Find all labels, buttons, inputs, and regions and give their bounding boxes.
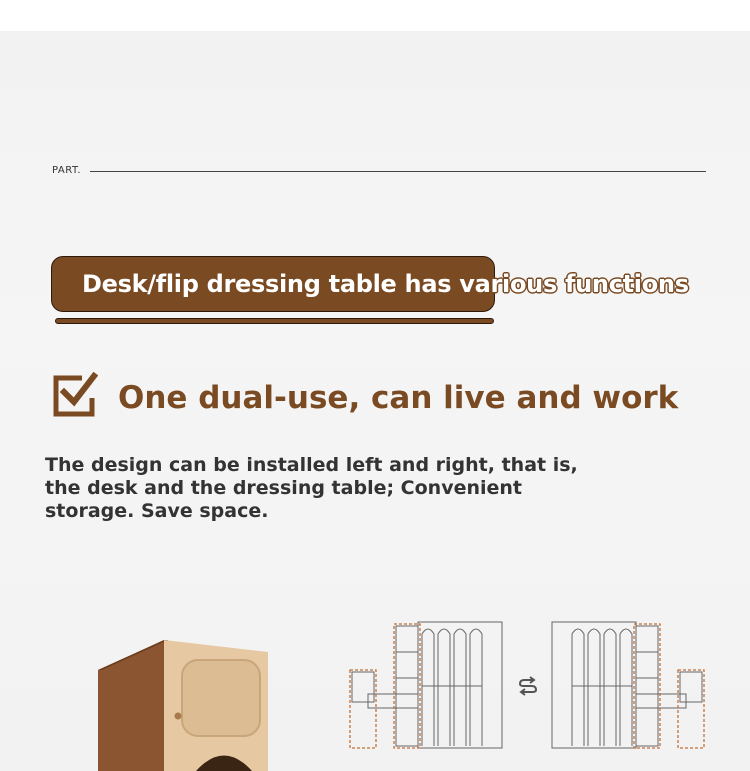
wooden-cabinet-image (96, 640, 271, 771)
part-label: PART. (52, 165, 82, 176)
divider-line (90, 171, 706, 172)
wardrobe-diagram-right (546, 612, 706, 752)
description-line-3: storage. Save space. (45, 500, 269, 522)
top-white-strip (0, 0, 750, 31)
wardrobe-diagram-left (348, 612, 508, 752)
checkbox-checked-icon (52, 372, 98, 418)
swap-arrows-icon (516, 674, 540, 698)
feature-headline: One dual-use, can live and work (118, 380, 679, 416)
title-banner-underline (55, 318, 494, 324)
description-line-2: the desk and the dressing table; Convenient (45, 477, 523, 499)
feature-description (45, 454, 578, 523)
section-title: Desk/flip dressing table has various functions (82, 270, 689, 298)
description-line-1: The design can be installed left and right, that is, (45, 454, 578, 476)
